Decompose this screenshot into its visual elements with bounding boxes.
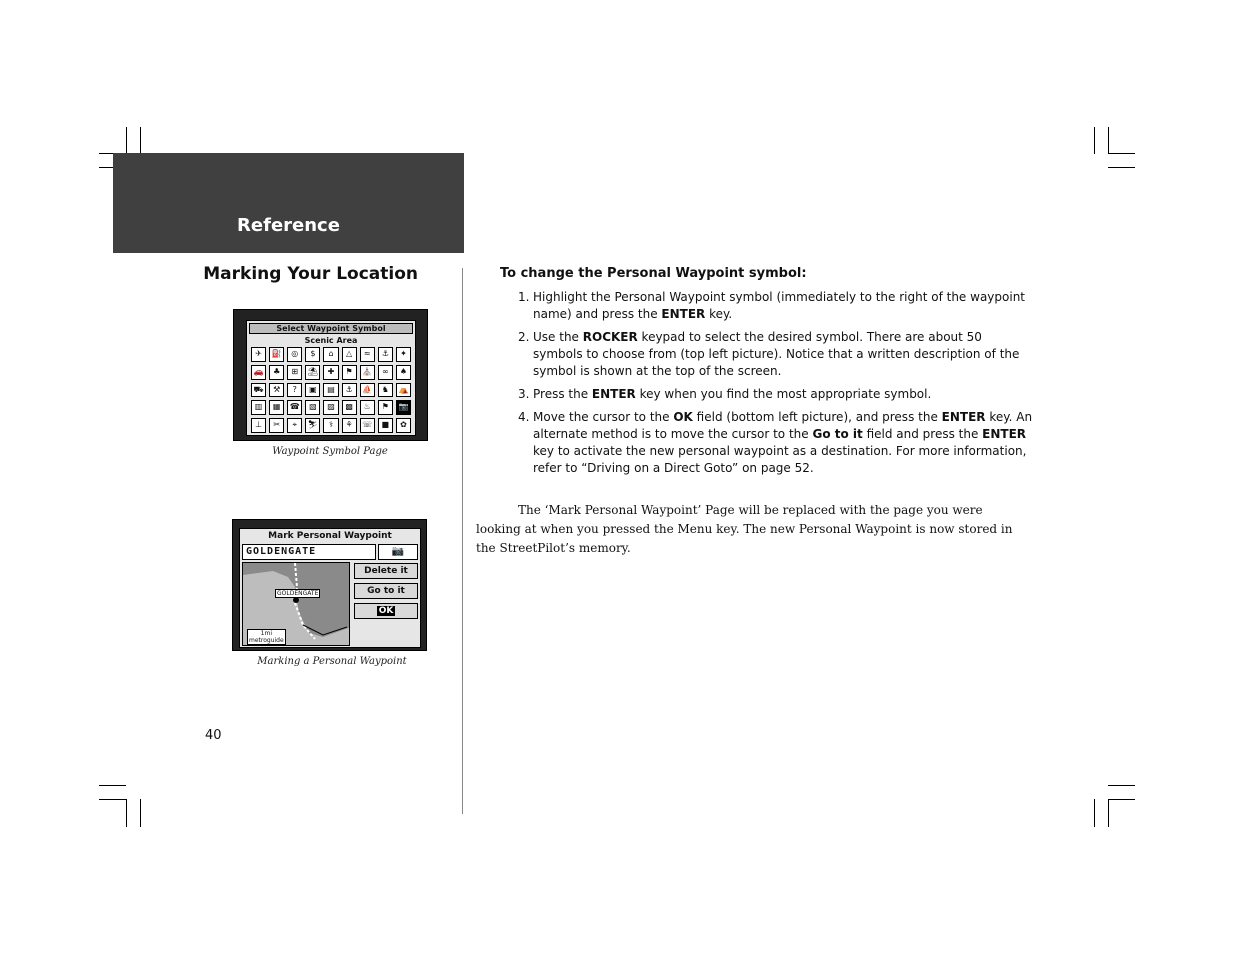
waypoint-symbol-option[interactable]: ⊞: [287, 365, 302, 380]
crop-mark: [99, 785, 126, 786]
symbol-name: Scenic Area: [304, 336, 358, 345]
map-brand: metroguide: [249, 637, 284, 644]
screen-title: Mark Personal Waypoint: [268, 531, 392, 541]
delete-it-button[interactable]: Delete it: [354, 563, 418, 579]
screen-title: Select Waypoint Symbol: [249, 323, 413, 334]
waypoint-symbol-option[interactable]: ✚: [323, 365, 338, 380]
waypoint-symbol-option[interactable]: ⚘: [342, 418, 357, 433]
waypoint-symbol-option[interactable]: ⚑: [378, 400, 393, 415]
waypoint-symbol-option[interactable]: ✦: [396, 347, 411, 362]
waypoint-symbol-option[interactable]: ♣: [269, 365, 284, 380]
figure-caption: Marking a Personal Waypoint: [257, 656, 407, 667]
step-text: field (bottom left picture), and press the: [692, 410, 942, 424]
waypoint-symbol-option[interactable]: ⛺: [396, 383, 411, 398]
waypoint-symbol-option[interactable]: ▤: [323, 383, 338, 398]
ok-button-label: OK: [378, 606, 394, 616]
waypoint-symbol-option[interactable]: ⛷: [305, 418, 320, 433]
waypoint-name-field[interactable]: GOLDENGATE: [242, 544, 376, 560]
key-name: ENTER: [982, 427, 1027, 441]
waypoint-symbol-option[interactable]: ◎: [287, 347, 302, 362]
waypoint-symbol-option[interactable]: ⛽: [269, 347, 284, 362]
waypoint-symbol-option[interactable]: ≈: [360, 347, 375, 362]
key-name: ENTER: [941, 410, 986, 424]
waypoint-symbol-option[interactable]: ⛪: [360, 365, 375, 380]
waypoint-symbol-option[interactable]: ▧: [305, 400, 320, 415]
waypoint-symbol-option[interactable]: ▩: [342, 400, 357, 415]
waypoint-symbol-screenshot: [233, 309, 428, 441]
waypoint-symbol-option[interactable]: ♨: [360, 400, 375, 415]
screen-panel: [239, 528, 421, 648]
waypoint-symbol-option[interactable]: ⊥: [251, 418, 266, 433]
instruction-steps: [510, 289, 1035, 483]
crop-mark: [1108, 127, 1109, 154]
list-item: [510, 329, 1035, 380]
waypoint-symbol-option[interactable]: ⛵: [360, 383, 375, 398]
step-text: key.: [705, 307, 733, 321]
crop-mark: [1108, 799, 1109, 827]
waypoint-symbol-option[interactable]: ☏: [360, 418, 375, 433]
waypoint-symbol-option[interactable]: $: [305, 347, 320, 362]
mark-waypoint-screenshot: [232, 519, 427, 651]
key-name: ENTER: [661, 307, 706, 321]
waypoint-symbol-option[interactable]: ▦: [269, 400, 284, 415]
crop-mark: [1094, 127, 1095, 154]
map-view: [242, 562, 350, 646]
section-header-band: [113, 153, 464, 253]
ok-button[interactable]: [354, 603, 418, 619]
map-waypoint-label: GOLDENGATE: [277, 590, 319, 597]
step-text: Use the: [533, 330, 583, 344]
waypoint-symbol-option[interactable]: 📷: [396, 400, 411, 415]
crop-mark: [126, 799, 127, 827]
waypoint-symbol-option[interactable]: ✿: [396, 418, 411, 433]
crop-mark: [1094, 799, 1095, 827]
screen-panel: [246, 320, 416, 436]
waypoint-symbol-option[interactable]: ✂: [269, 418, 284, 433]
waypoint-symbol-option[interactable]: ♠: [396, 365, 411, 380]
symbol-grid: [251, 347, 411, 433]
step-text: field and press the: [862, 427, 983, 441]
crop-mark: [140, 799, 141, 827]
waypoint-symbol-option[interactable]: ▣: [305, 383, 320, 398]
page-number: 40: [205, 728, 222, 743]
waypoint-symbol-option[interactable]: ■: [378, 418, 393, 433]
step-text: Press the: [533, 387, 592, 401]
step-number: 3.: [518, 387, 530, 401]
waypoint-symbol-option[interactable]: ⚕: [323, 418, 338, 433]
body-paragraph: The ‘Mark Personal Waypoint’ Page will be replaced with the page you were looking at when you pressed the Menu key. The new Personal Waypoint is now stored in the StreetPilot’s memory.: [476, 503, 1013, 555]
list-item: [510, 386, 1035, 403]
step-text: keypad to select the desired symbol. There are about 50 symbols to choose from (top left picture). Notice that a written description of the symbol is shown at the top of the screen.: [533, 330, 1020, 378]
waypoint-symbol-option[interactable]: ⌖: [287, 418, 302, 433]
step-text: Highlight the Personal Waypoint symbol (immediately to the right of the waypoint name) and press the: [533, 290, 1026, 321]
column-divider: [462, 268, 463, 814]
list-item: [510, 289, 1035, 323]
waypoint-symbol-option[interactable]: ⛱: [305, 365, 320, 380]
page-title: Marking Your Location: [203, 264, 418, 284]
waypoint-symbol-option[interactable]: ?: [287, 383, 302, 398]
crop-mark: [1108, 799, 1135, 800]
waypoint-symbol-option[interactable]: ⚑: [342, 365, 357, 380]
key-name: OK: [673, 410, 693, 424]
waypoint-symbol-option[interactable]: ⚓: [378, 347, 393, 362]
crop-mark: [126, 127, 127, 154]
waypoint-symbol-option[interactable]: ▥: [251, 400, 266, 415]
waypoint-symbol-option[interactable]: ⛟: [251, 383, 266, 398]
waypoint-symbol-option[interactable]: ♞: [378, 383, 393, 398]
crop-mark: [1108, 785, 1135, 786]
key-name: ENTER: [591, 387, 636, 401]
step-number: 4.: [518, 410, 530, 424]
camera-icon[interactable]: 📷: [378, 544, 418, 560]
instructions-heading: To change the Personal Waypoint symbol:: [500, 266, 807, 281]
waypoint-symbol-option[interactable]: ⌂: [323, 347, 338, 362]
go-to-it-button[interactable]: Go to it: [354, 583, 418, 599]
section-header-title: Reference: [237, 215, 340, 236]
step-text: key. An alternate method is to move the cursor to the: [533, 410, 1033, 441]
map-scale: [247, 629, 286, 645]
list-item: [510, 409, 1035, 477]
crop-mark: [140, 127, 141, 154]
step-text: Move the cursor to the: [533, 410, 674, 424]
waypoint-symbol-option[interactable]: ⚒: [269, 383, 284, 398]
step-text: key to activate the new personal waypoint as a destination. For more information, refer to “Driving on a Direct Goto” on page 52.: [533, 444, 1027, 475]
step-number: 2.: [518, 330, 530, 344]
crop-mark: [1108, 153, 1135, 154]
step-text: key when you find the most appropriate symbol.: [635, 387, 932, 401]
crop-mark: [1108, 167, 1135, 168]
step-number: 1.: [518, 290, 530, 304]
map-scale-value: 1mi: [260, 630, 273, 637]
waypoint-symbol-option[interactable]: ▨: [323, 400, 338, 415]
waypoint-symbol-option[interactable]: △: [342, 347, 357, 362]
waypoint-symbol-option[interactable]: ⚓: [342, 383, 357, 398]
waypoint-symbol-option[interactable]: ✈: [251, 347, 266, 362]
waypoint-symbol-option[interactable]: ∞: [378, 365, 393, 380]
crop-mark: [99, 799, 126, 800]
key-name: Go to it: [812, 427, 863, 441]
waypoint-symbol-option[interactable]: 🚗: [251, 365, 266, 380]
key-name: ROCKER: [582, 330, 638, 344]
figure-caption: Waypoint Symbol Page: [272, 446, 388, 457]
waypoint-symbol-option[interactable]: ☎: [287, 400, 302, 415]
